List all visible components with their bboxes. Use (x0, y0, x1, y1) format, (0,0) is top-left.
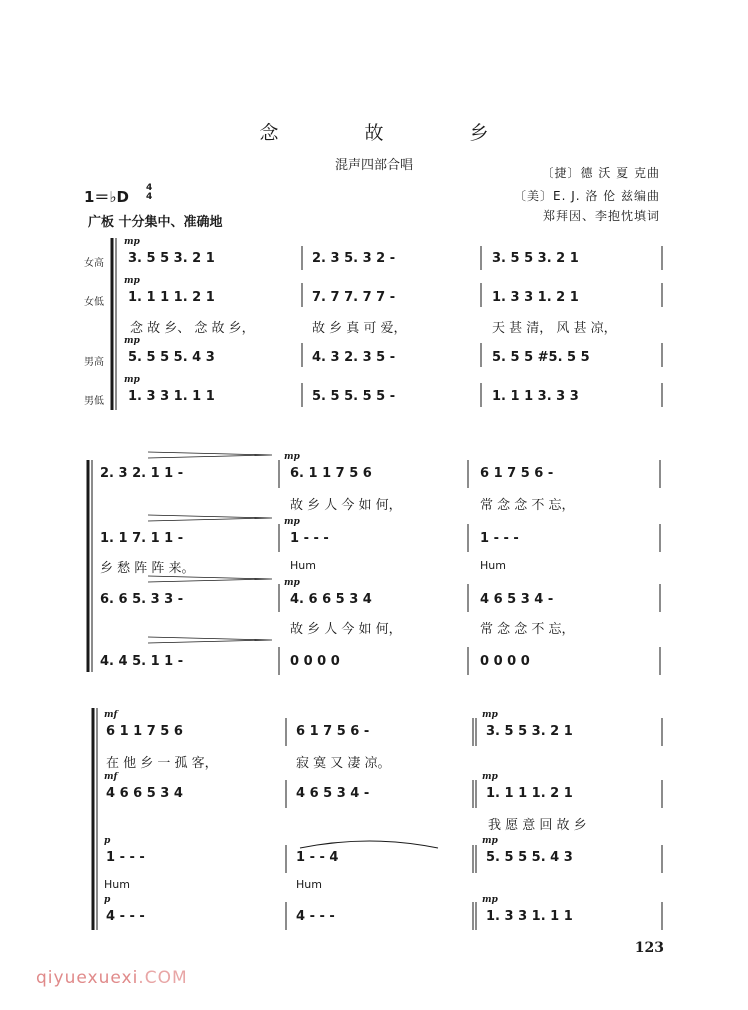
dynamic-mp: mp (482, 710, 498, 720)
lyrics-line: 寂 寞 又 凄 凉。 (296, 756, 391, 771)
alto-notes-m6: 1 - - - (480, 531, 519, 546)
hum-label: Hum (290, 559, 316, 572)
lyrics-line: 我 愿 意 回 故 乡 (488, 818, 587, 833)
bass-notes-m4: 4. 4 5. 1 1 - (100, 654, 184, 669)
tenor-notes-m7: 1 - - - (106, 850, 145, 865)
lyricist-credit: 郑拜因、李抱忱填词 (542, 209, 660, 223)
time-signature: 4 4 (146, 183, 153, 202)
soprano-notes-m6: 6 1 7 5 6 - (480, 466, 554, 481)
soprano-notes-m3: 3. 5 5 3. 2 1 (492, 251, 579, 266)
key-signature: 1＝♭D (84, 188, 129, 206)
alto-notes-m8: 4 6 5 3 4 - (296, 786, 370, 801)
bass-notes-m2: 5. 5 5. 5 5 - (312, 389, 396, 404)
page-title: 念 故 乡 (259, 122, 529, 144)
tenor-notes-m1: 5. 5 5 5. 4 3 (128, 350, 215, 365)
bass-notes-m7: 4 - - - (106, 909, 145, 924)
lyrics-line: 故 乡 人 今 如 何， (290, 498, 402, 513)
alto-notes-m2: 7. 7 7. 7 7 - (312, 290, 396, 305)
lyrics-line: 故 乡 真 可 爱， (312, 321, 407, 336)
dynamic-mf: mf (104, 710, 118, 720)
watermark-logo (36, 968, 188, 988)
composer-credit: 〔捷〕德 沃 夏 克曲 (541, 166, 660, 180)
soprano-notes-m1: 3. 5 5 3. 2 1 (128, 251, 215, 266)
subtitle: 混声四部合唱 (334, 158, 413, 173)
tenor-notes-m3: 5. 5 5 #5. 5 5 (492, 350, 590, 365)
tenor-notes-m6: 4 6 5 3 4 - (480, 592, 554, 607)
dynamic-mp: mp (482, 772, 498, 782)
soprano-notes-m9: 3. 5 5 3. 2 1 (486, 724, 573, 739)
dynamic-mp: mp (284, 517, 300, 527)
hum-label: Hum (296, 878, 322, 891)
hum-label: Hum (480, 559, 506, 572)
dynamic-mp: mp (124, 237, 140, 247)
alto-notes-m9: 1. 1 1 1. 2 1 (486, 786, 573, 801)
watermark-suffix: .COM (138, 968, 188, 988)
dynamic-mp: mp (124, 336, 140, 346)
lyrics-line: 天 甚 清， 风 甚 凉， (492, 321, 617, 336)
tenor-notes-m4: 6. 6 5. 3 3 - (100, 592, 184, 607)
dynamic-mp: mp (284, 452, 300, 462)
alto-notes-m4: 1. 1 7. 1 1 - (100, 531, 184, 546)
dynamic-mp: mp (284, 578, 300, 588)
lyrics-line: 常 念 念 不 忘， (480, 498, 575, 513)
part-label-tenor: 男高 (84, 357, 104, 368)
dynamic-mp: mp (482, 895, 498, 905)
tenor-notes-m9: 5. 5 5 5. 4 3 (486, 850, 573, 865)
dynamic-mp: mp (124, 375, 140, 385)
alto-notes-m3: 1. 3 3 1. 2 1 (492, 290, 579, 305)
bass-notes-m9: 1. 3 3 1. 1 1 (486, 909, 573, 924)
dynamic-p: p (104, 836, 111, 846)
arranger-credit: 〔美〕E. J. 洛 伦 兹编曲 (513, 189, 660, 203)
hum-label: Hum (104, 878, 130, 891)
soprano-notes-m7: 6 1 1 7 5 6 (106, 724, 183, 739)
alto-notes-m1: 1. 1 1 1. 2 1 (128, 290, 215, 305)
part-label-bass: 男低 (84, 396, 104, 407)
bass-notes-m5: 0 0 0 0 (290, 654, 340, 669)
bass-notes-m3: 1. 1 1 3. 3 3 (492, 389, 579, 404)
alto-notes-m5: 1 - - - (290, 531, 329, 546)
lyrics-line: 故 乡 人 今 如 何， (290, 622, 402, 637)
soprano-notes-m8: 6 1 7 5 6 - (296, 724, 370, 739)
part-label-soprano: 女高 (84, 258, 104, 269)
tenor-notes-m2: 4. 3 2. 3 5 - (312, 350, 396, 365)
dynamic-mp: mp (124, 276, 140, 286)
lyrics-line: 乡 愁 阵 阵 来。 (100, 561, 195, 576)
lyrics-line: 念 故 乡、 念 故 乡， (130, 321, 255, 336)
dynamic-p: p (104, 895, 111, 905)
tenor-notes-m5: 4. 6 6 5 3 4 (290, 592, 372, 607)
bass-notes-m6: 0 0 0 0 (480, 654, 530, 669)
tempo-marking: 广板 十分集中、准确地 (88, 215, 223, 230)
soprano-notes-m2: 2. 3 5. 3 2 - (312, 251, 396, 266)
dynamic-mf: mf (104, 772, 118, 782)
bass-notes-m1: 1. 3 3 1. 1 1 (128, 389, 215, 404)
alto-notes-m7: 4 6 6 5 3 4 (106, 786, 183, 801)
part-label-alto: 女低 (84, 297, 104, 308)
bass-notes-m8: 4 - - - (296, 909, 335, 924)
soprano-notes-m4: 2. 3 2. 1 1 - (100, 466, 184, 481)
dynamic-mp: mp (482, 836, 498, 846)
lyrics-line: 常 念 念 不 忘， (480, 622, 575, 637)
tenor-notes-m8: 1 - - 4 (296, 850, 339, 865)
watermark-prefix: qiyuexuexi (36, 968, 139, 988)
lyrics-line: 在 他 乡 一 孤 客， (106, 756, 218, 771)
page-number: 123 (634, 940, 664, 956)
soprano-notes-m5: 6. 1 1 7 5 6 (290, 466, 372, 481)
